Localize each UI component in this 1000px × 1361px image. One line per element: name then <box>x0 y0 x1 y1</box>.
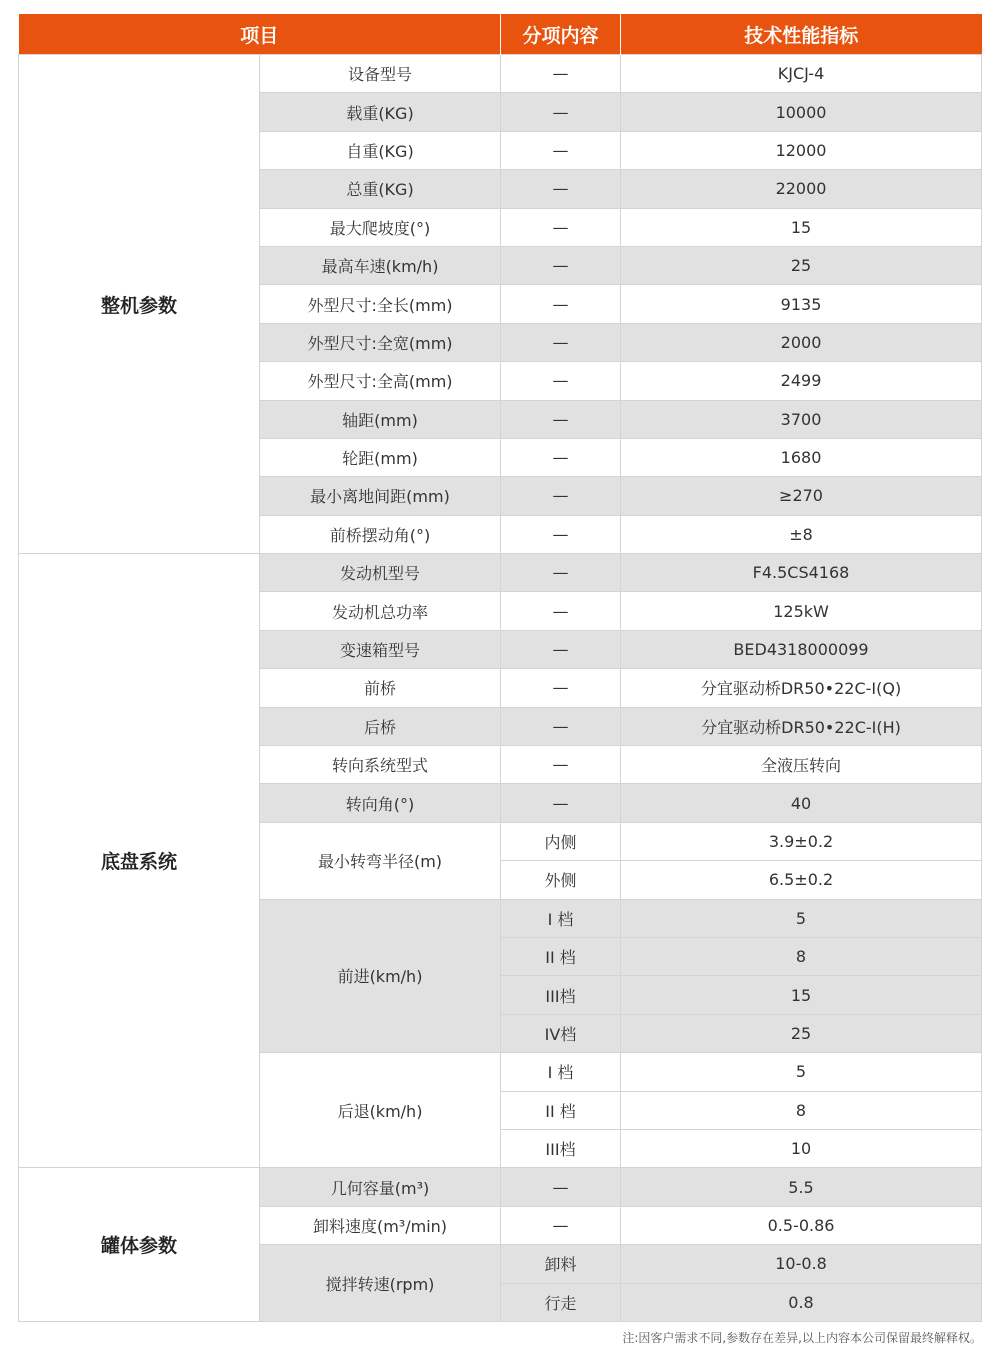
footnote: 注:因客户需求不同,参数存在差异,以上内容本公司保留最终解释权。 <box>622 1331 982 1345</box>
row-label: 几何容量(m³) <box>260 1168 501 1206</box>
row-label: 轮距(mm) <box>260 438 501 476</box>
header-spec: 技术性能指标 <box>621 14 982 55</box>
row-label: 自重(KG) <box>260 131 501 169</box>
row-value: 10 <box>621 1129 982 1167</box>
row-subitem: I 档 <box>501 899 621 937</box>
row-value: 25 <box>621 1014 982 1052</box>
row-value: KJCJ-4 <box>621 55 982 93</box>
row-subitem: — <box>501 55 621 93</box>
row-label: 载重(KG) <box>260 93 501 131</box>
row-label: 最大爬坡度(°) <box>260 208 501 246</box>
row-subitem: II 档 <box>501 1091 621 1129</box>
row-label: 变速箱型号 <box>260 630 501 668</box>
row-value: 10000 <box>621 93 982 131</box>
row-label: 发动机总功率 <box>260 592 501 630</box>
spec-table <box>18 14 982 1322</box>
row-label: 设备型号 <box>260 55 501 93</box>
header-subitem: 分项内容 <box>501 14 621 55</box>
row-label: 卸料速度(m³/min) <box>260 1206 501 1244</box>
row-value: 22000 <box>621 170 982 208</box>
row-subitem: — <box>501 477 621 515</box>
row-value: 5 <box>621 899 982 937</box>
row-subitem: 内侧 <box>501 822 621 860</box>
row-value: ≥270 <box>621 477 982 515</box>
row-subitem: — <box>501 784 621 822</box>
row-label: 最小离地间距(mm) <box>260 477 501 515</box>
group-label: 罐体参数 <box>19 1168 260 1322</box>
row-subitem: 行走 <box>501 1283 621 1321</box>
row-value: 8 <box>621 937 982 975</box>
row-value: 12000 <box>621 131 982 169</box>
row-label: 最高车速(km/h) <box>260 246 501 284</box>
row-label: 后桥 <box>260 707 501 745</box>
row-subitem: — <box>501 1206 621 1244</box>
row-value: 5.5 <box>621 1168 982 1206</box>
row-subitem: — <box>501 246 621 284</box>
row-label: 外型尺寸:全宽(mm) <box>260 323 501 361</box>
row-subitem: — <box>501 554 621 592</box>
row-value: 5 <box>621 1053 982 1091</box>
row-value: 3700 <box>621 400 982 438</box>
row-subitem: — <box>501 323 621 361</box>
table-row <box>19 1168 982 1206</box>
table-header-row <box>19 14 982 55</box>
row-subitem: — <box>501 669 621 707</box>
row-label: 前桥摆动角(°) <box>260 515 501 553</box>
row-subitem: — <box>501 1168 621 1206</box>
table-row <box>19 55 982 93</box>
row-value: 8 <box>621 1091 982 1129</box>
group-label: 整机参数 <box>19 55 260 554</box>
row-value: F4.5CS4168 <box>621 554 982 592</box>
row-subitem: — <box>501 170 621 208</box>
row-value: 2000 <box>621 323 982 361</box>
row-subitem: — <box>501 438 621 476</box>
row-value: 25 <box>621 246 982 284</box>
row-subitem: — <box>501 93 621 131</box>
row-value: 0.8 <box>621 1283 982 1321</box>
row-value: ±8 <box>621 515 982 553</box>
row-value: 分宜驱动桥DR50•22C-I(H) <box>621 707 982 745</box>
row-subitem: III档 <box>501 1129 621 1167</box>
row-value: 0.5-0.86 <box>621 1206 982 1244</box>
row-subitem: — <box>501 515 621 553</box>
row-subitem: — <box>501 592 621 630</box>
row-label: 外型尺寸:全高(mm) <box>260 362 501 400</box>
row-subitem: III档 <box>501 976 621 1014</box>
row-subitem: — <box>501 400 621 438</box>
row-value: 6.5±0.2 <box>621 861 982 899</box>
row-subitem: — <box>501 285 621 323</box>
row-subitem: — <box>501 746 621 784</box>
row-value: 15 <box>621 208 982 246</box>
row-value: 40 <box>621 784 982 822</box>
row-label: 轴距(mm) <box>260 400 501 438</box>
row-subitem: — <box>501 208 621 246</box>
row-value: 1680 <box>621 438 982 476</box>
row-subitem: IV档 <box>501 1014 621 1052</box>
row-value: 2499 <box>621 362 982 400</box>
row-label: 总重(KG) <box>260 170 501 208</box>
row-value: BED4318000099 <box>621 630 982 668</box>
row-value: 全液压转向 <box>621 746 982 784</box>
row-value: 3.9±0.2 <box>621 822 982 860</box>
row-value: 125kW <box>621 592 982 630</box>
row-subitem: — <box>501 131 621 169</box>
row-subitem: 卸料 <box>501 1245 621 1283</box>
row-label: 转向系统型式 <box>260 746 501 784</box>
row-subitem: II 档 <box>501 937 621 975</box>
row-subitem: — <box>501 630 621 668</box>
row-label: 后退(km/h) <box>260 1053 501 1168</box>
header-item: 项目 <box>19 14 501 55</box>
row-label: 外型尺寸:全长(mm) <box>260 285 501 323</box>
row-subitem: — <box>501 707 621 745</box>
row-subitem: I 档 <box>501 1053 621 1091</box>
row-label: 最小转弯半径(m) <box>260 822 501 899</box>
row-value: 10-0.8 <box>621 1245 982 1283</box>
row-value: 分宜驱动桥DR50•22C-I(Q) <box>621 669 982 707</box>
row-label: 前进(km/h) <box>260 899 501 1053</box>
row-label: 发动机型号 <box>260 554 501 592</box>
row-subitem: 外侧 <box>501 861 621 899</box>
row-subitem: — <box>501 362 621 400</box>
row-value: 15 <box>621 976 982 1014</box>
row-label: 转向角(°) <box>260 784 501 822</box>
group-label: 底盘系统 <box>19 554 260 1168</box>
row-label: 搅拌转速(rpm) <box>260 1245 501 1322</box>
table-row <box>19 554 982 592</box>
row-value: 9135 <box>621 285 982 323</box>
row-label: 前桥 <box>260 669 501 707</box>
